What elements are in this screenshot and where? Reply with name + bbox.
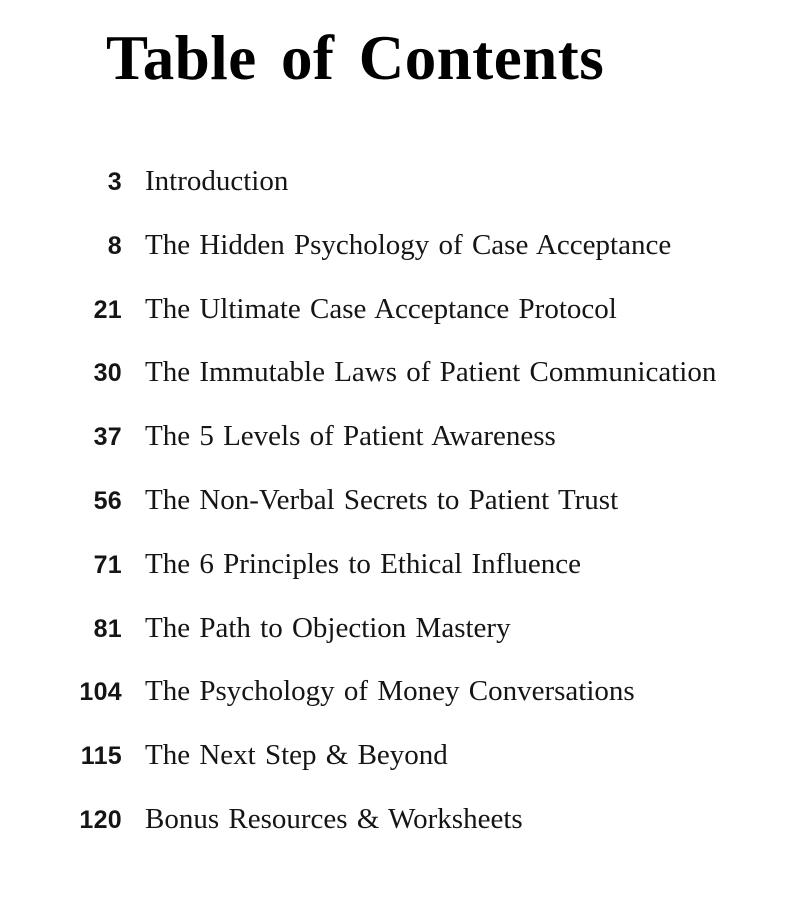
toc-entry[interactable] <box>0 214 800 278</box>
toc-page-number: 30 <box>93 359 122 388</box>
toc-page-number: 37 <box>93 423 122 452</box>
toc-entry[interactable] <box>0 660 800 724</box>
toc-entry[interactable] <box>0 405 800 469</box>
toc-entry-title: Bonus Resources & Worksheets <box>145 802 523 835</box>
toc-page-number: 104 <box>79 678 122 707</box>
toc-entry[interactable] <box>0 533 800 597</box>
toc-entry-title: The Psychology of Money Conversations <box>145 675 635 708</box>
toc-entry-title: The Non-Verbal Secrets to Patient Trust <box>145 483 619 516</box>
toc-page-number: 56 <box>93 486 122 515</box>
toc-entry[interactable] <box>0 150 800 214</box>
toc-page-number: 8 <box>107 231 122 260</box>
toc-entry-title: The Hidden Psychology of Case Acceptance <box>145 228 672 261</box>
toc-entry[interactable] <box>0 278 800 342</box>
toc-entry[interactable] <box>0 341 800 405</box>
toc-list <box>0 150 800 852</box>
toc-page-number: 115 <box>80 742 122 771</box>
toc-entry-title: The Ultimate Case Acceptance Protocol <box>145 292 617 325</box>
toc-entry[interactable] <box>0 469 800 533</box>
toc-page-number: 120 <box>79 805 122 834</box>
toc-entry[interactable] <box>0 788 800 852</box>
page-title: Table of Contents <box>106 23 605 93</box>
toc-entry-title: Introduction <box>145 165 289 197</box>
toc-page-number: 3 <box>107 168 122 196</box>
toc-page-number: 71 <box>93 550 122 579</box>
toc-entry-title: The Immutable Laws of Patient Communication <box>145 356 717 389</box>
toc-entry-title: The Path to Objection Mastery <box>145 611 511 644</box>
toc-entry[interactable] <box>0 724 800 788</box>
toc-page-number: 81 <box>93 614 122 643</box>
toc-page-number: 21 <box>93 295 122 324</box>
toc-entry-title: The 5 Levels of Patient Awareness <box>145 420 556 453</box>
toc-entry-title: The 6 Principles to Ethical Influence <box>145 547 581 580</box>
toc-entry-title: The Next Step & Beyond <box>145 739 448 772</box>
toc-entry[interactable] <box>0 597 800 661</box>
